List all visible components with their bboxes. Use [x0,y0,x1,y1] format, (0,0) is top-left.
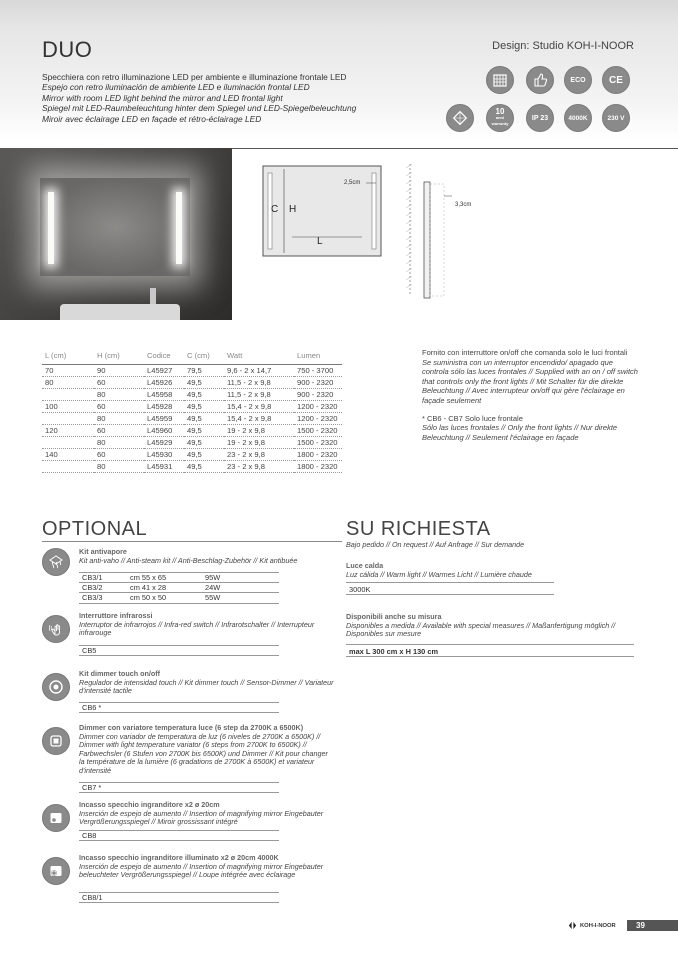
table-cell: 80 [94,436,144,448]
front-diagram [262,165,382,257]
table-cell: L45960 [144,424,184,436]
code-row [79,830,279,841]
code-row [79,583,279,594]
optional-item-title: Dimmer con variatore temperatura luce (6 step da 2700K a 6500K) [79,723,304,732]
table-cell: 80 [94,412,144,424]
table-cell: 15,4 - 2 x 9,8 [224,412,294,424]
diamond-icon [446,104,474,132]
front-dim-label: 2,5cm [344,180,361,186]
warm-light-desc: Luz cálida // Warm light // Warmes Licht // Lumière chaude [346,569,532,579]
request-title: SU RICHIESTA [346,518,491,540]
table-cell: 49,5 [184,388,224,400]
desc-de: Spiegel mit LED-Raumbeleuchtung hinter dem Spiegel und LED-Spiegelbeleuchtung [42,103,357,114]
table-cell: L45931 [144,460,184,472]
table-cell: 11,5 - 2 x 9,8 [224,376,294,388]
optional-item-title: Kit dimmer touch on/off [79,669,161,678]
warm-light-block [346,562,638,579]
table-cell: 79,5 [184,364,224,376]
table-cell: 1800 - 2320 [294,448,342,460]
brand-logo-icon [568,921,577,930]
optional-item-desc: Interruptor de infrarrojos // Infra-red switch // Infrarotschalter // Interrupteur infrarouge [79,619,315,638]
table-cell: 80 [94,388,144,400]
code-row [79,645,279,656]
code: CB3/1 [82,572,103,582]
led-bar-left [48,192,54,264]
table-cell: 19 - 2 x 9,8 [224,424,294,436]
code-watt: 24W [205,582,221,592]
brand-name: KOH-I-NOOR [580,922,616,929]
table-cell: 80 [94,460,144,472]
code-row [79,593,279,604]
table-cell [42,388,94,400]
note-line-1-translations: Se suministra con un interruptor encendido/ apagado que controla sólo las luces frontales // Supplied with an on / off switch that controls only the front lights // Mit Schalter für die direkte Beleuchtung // Avec interrupteur on/off qui gère l'éclairage en façade seulement [422,357,638,405]
table-row [42,412,342,424]
designer-credit: Design: Studio KOH-I-NOOR [492,40,634,52]
ip-rating-badge: IP 23 [526,104,554,132]
table-cell: 750 - 3700 [294,364,342,376]
code-size: cm 55 x 65 [130,572,167,582]
dimmer-panel-icon [42,727,70,755]
custom-size-value: max L 300 cm x H 130 cm [346,644,634,657]
label-l: L [317,236,323,247]
switch-note [422,348,638,442]
optional-item-desc: Regulador de intensidad touch // Kit dimmer touch // Sensor-Dimmer // Variateur d'intensité tactile [79,677,334,696]
label-c: C [271,204,279,215]
table-cell: 60 [94,424,144,436]
table-cell: L45930 [144,448,184,460]
table-row [42,388,342,400]
table-cell: 49,5 [184,436,224,448]
table-row [42,400,342,412]
optional-item-title: Incasso specchio ingranditore x2 ø 20cm [79,800,220,809]
warm-light-title: Luce calda [346,561,384,570]
optional-item-title: Interruttore infrarossi [79,611,153,620]
table-row [42,364,342,376]
table-cell: L45926 [144,376,184,388]
warranty-badge [486,104,514,132]
code-row [79,892,279,903]
power-button-icon [42,673,70,701]
footer-brand [568,921,616,930]
table-row [42,448,342,460]
col-header: Lumen [294,348,342,364]
code: CB7 * [82,782,102,792]
led-bar-right [176,192,182,264]
product-photo [0,148,232,320]
custom-size-desc: Disponibles a medida // Available with special measures // Maßanfertigung möglich // Disponibles sur mesure [346,620,616,639]
table-row [42,460,342,472]
warm-light-value: 3000K [346,582,554,595]
code-watt: 95W [205,572,221,582]
note-line-2-translations: Sólo las luces frontales // Only the front lights // Nur direkte Beleuchtung // Seulement l'éclairage en façade [422,423,618,442]
table-header-row [42,348,342,364]
table-cell: 19 - 2 x 9,8 [224,436,294,448]
col-header: C (cm) [184,348,224,364]
table-cell: 80 [42,376,94,388]
product-description [42,72,442,124]
table-cell: 140 [42,448,94,460]
codes-table [79,782,279,793]
steam-icon [42,548,70,576]
code: CB3/3 [82,593,103,603]
code-size: cm 50 x 50 [130,593,167,603]
label-h: H [289,204,297,215]
code: CB8 [82,830,97,840]
table-cell: 49,5 [184,400,224,412]
infrared-hand-icon [42,615,70,643]
code-row [79,572,279,583]
table-cell: 49,5 [184,412,224,424]
grid-building-icon [486,66,514,94]
spec-table [42,348,342,473]
table-cell: L45929 [144,436,184,448]
optional-divider [42,541,342,542]
table-cell: 49,5 [184,448,224,460]
table-cell: L45927 [144,364,184,376]
col-header: H (cm) [94,348,144,364]
custom-size-title: Disponibili anche su misura [346,612,442,621]
table-cell: L45928 [144,400,184,412]
code: CB6 * [82,702,102,712]
table-cell: 49,5 [184,424,224,436]
table-cell: 23 - 2 x 9,8 [224,460,294,472]
optional-item-desc: Kit anti-vaho // Anti-steam kit // Anti-Beschlag-Zubehör // Kit antibuée [79,555,298,565]
mirror-image [40,178,190,276]
thumbs-up-icon [526,66,554,94]
table-row [42,376,342,388]
request-subtitle: Bajo pedido // On request // Auf Anfrage // Sur demande [346,540,525,549]
table-cell: 70 [42,364,94,376]
warranty-years: 10 [495,107,505,116]
table-cell: 1200 - 2320 [294,412,342,424]
col-header: L (cm) [42,348,94,364]
optional-item-title: Incasso specchio ingranditore illuminato x2 ø 20cm 4000K [79,853,279,862]
table-cell: 11,5 - 2 x 9,8 [224,388,294,400]
optional-title: OPTIONAL [42,518,148,540]
table-cell: 900 - 2320 [294,388,342,400]
header-divider [232,148,678,149]
table-cell: 1500 - 2320 [294,436,342,448]
codes-table [79,645,279,656]
code-size: cm 41 x 28 [130,582,167,592]
table-cell: 49,5 [184,460,224,472]
codes-table [79,702,279,713]
magnifier-mirror-icon [42,804,70,832]
optional-item-desc: Dimmer con variador de temperatura de luz (6 niveles de 2700K a 6500K) // Dimmer with light temperature variator (6 steps from 2700K to 6500K) // Farbwechsler (6 Stufen von 2700K bis 6500K) und Dimmer // Kit pour changer la température de la lumière (6 gradations de 2700K à 6500K) et variateur d'intensité [79,731,328,775]
code-watt: 55W [205,593,221,603]
side-dim-label: 3,3cm [455,202,472,208]
code: CB8/1 [82,892,103,902]
voltage-badge: 230 V [602,104,630,132]
code-row [79,702,279,713]
codes-table [79,830,279,841]
table-cell: 60 [94,448,144,460]
eco-badge: ECO [564,66,592,94]
desc-en: Mirror with room LED light behind the mirror and LED frontal light [42,92,283,103]
lit-magnifier-mirror-icon [42,857,70,885]
warranty-label: warranty [491,121,509,126]
table-row [42,424,342,436]
table-cell: 120 [42,424,94,436]
col-header: Watt [224,348,294,364]
code: CB3/2 [82,582,103,592]
table-cell: 23 - 2 x 9,8 [224,448,294,460]
feature-badges [446,66,636,136]
table-cell: 9,6 - 2 x 14,7 [224,364,294,376]
codes-table [79,892,279,903]
table-cell: L45959 [144,412,184,424]
desc-fr: Miroir avec éclairage LED en façade et rétro-éclairage LED [42,113,262,124]
page-number: 39 [627,920,678,931]
table-cell: 1800 - 2320 [294,460,342,472]
table-cell: 90 [94,364,144,376]
faucet-image [150,288,156,304]
table-cell [42,436,94,448]
table-cell: 1500 - 2320 [294,424,342,436]
table-cell: 900 - 2320 [294,376,342,388]
side-diagram [404,160,494,300]
table-cell [42,412,94,424]
table-row [42,436,342,448]
table-cell [42,460,94,472]
warranty-unit: anni [495,115,505,120]
note-line-2: * CB6 - CB7 Solo luce frontale [422,413,523,423]
table-cell: 60 [94,376,144,388]
code-row [79,782,279,793]
col-header: Codice [144,348,184,364]
desc-es: Espejo con retro iluminación de ambiente LED e iluminación frontal LED [42,82,310,93]
table-cell: 100 [42,400,94,412]
optional-item-desc: Inserción de espejo de aumento // Insertion of magnifying mirror Eingebauter beleuchteter Vergrößerungsspiegel // Loupe intégrée avec éclairage [79,861,324,880]
desc-it: Specchiera con retro illuminazione LED per ambiente e illuminazione frontale LED [42,72,347,82]
product-title: DUO [42,37,93,62]
codes-table [79,572,279,604]
code: CB5 [82,645,97,655]
note-line-1: Fornito con interruttore on/off che comanda solo le luci frontali [422,348,628,357]
table-cell: 15,4 - 2 x 9,8 [224,400,294,412]
table-cell: L45958 [144,388,184,400]
table-cell: 1200 - 2320 [294,400,342,412]
table-cell: 49,5 [184,376,224,388]
kelvin-badge: 4000K [564,104,592,132]
table-cell: 60 [94,400,144,412]
custom-size-block [346,613,638,639]
ce-badge: CE [602,66,630,94]
optional-item-desc: Inserción de espejo de aumento // Insertion of magnifying mirror Eingebauter Vergrößerungsspiegel // Miroir grossissant intégré [79,808,324,827]
basin-image [60,304,180,320]
optional-item-title: Kit antivapore [79,547,127,556]
